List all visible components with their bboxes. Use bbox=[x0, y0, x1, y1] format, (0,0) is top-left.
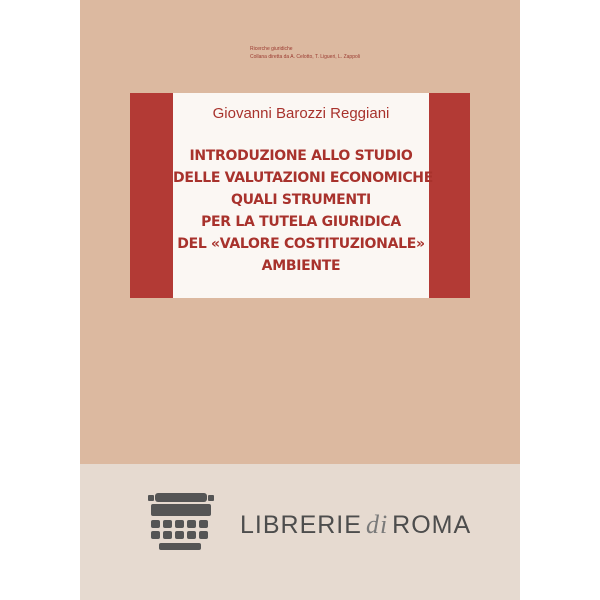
series-info bbox=[250, 45, 450, 61]
title-line: INTRODUZIONE ALLO STUDIO bbox=[189, 148, 413, 164]
book-title bbox=[173, 145, 433, 277]
typewriter-icon bbox=[145, 493, 217, 557]
series-editors: Collana diretta da A. Celotto, T. Ligueri, L. Zappoli bbox=[250, 54, 360, 60]
brand-part-3: ROMA bbox=[392, 511, 472, 539]
title-line: PER LA TUTELA GIURIDICA bbox=[201, 214, 401, 230]
brand-part-2: di bbox=[365, 510, 389, 539]
librerie-di-roma-logo bbox=[240, 510, 520, 540]
title-line: DELLE VALUTAZIONI ECONOMICHE bbox=[173, 170, 433, 186]
author-name: Giovanni Barozzi Reggiani bbox=[212, 105, 390, 122]
title-line: QUALI STRUMENTI bbox=[231, 192, 371, 208]
series-name: Ricerche giuridiche bbox=[250, 46, 293, 52]
title-panel bbox=[173, 93, 433, 298]
brand-part-1: LIBRERIE bbox=[240, 511, 362, 539]
title-line: AMBIENTE bbox=[261, 258, 341, 274]
title-line: DEL «VALORE COSTITUZIONALE» bbox=[177, 236, 425, 252]
